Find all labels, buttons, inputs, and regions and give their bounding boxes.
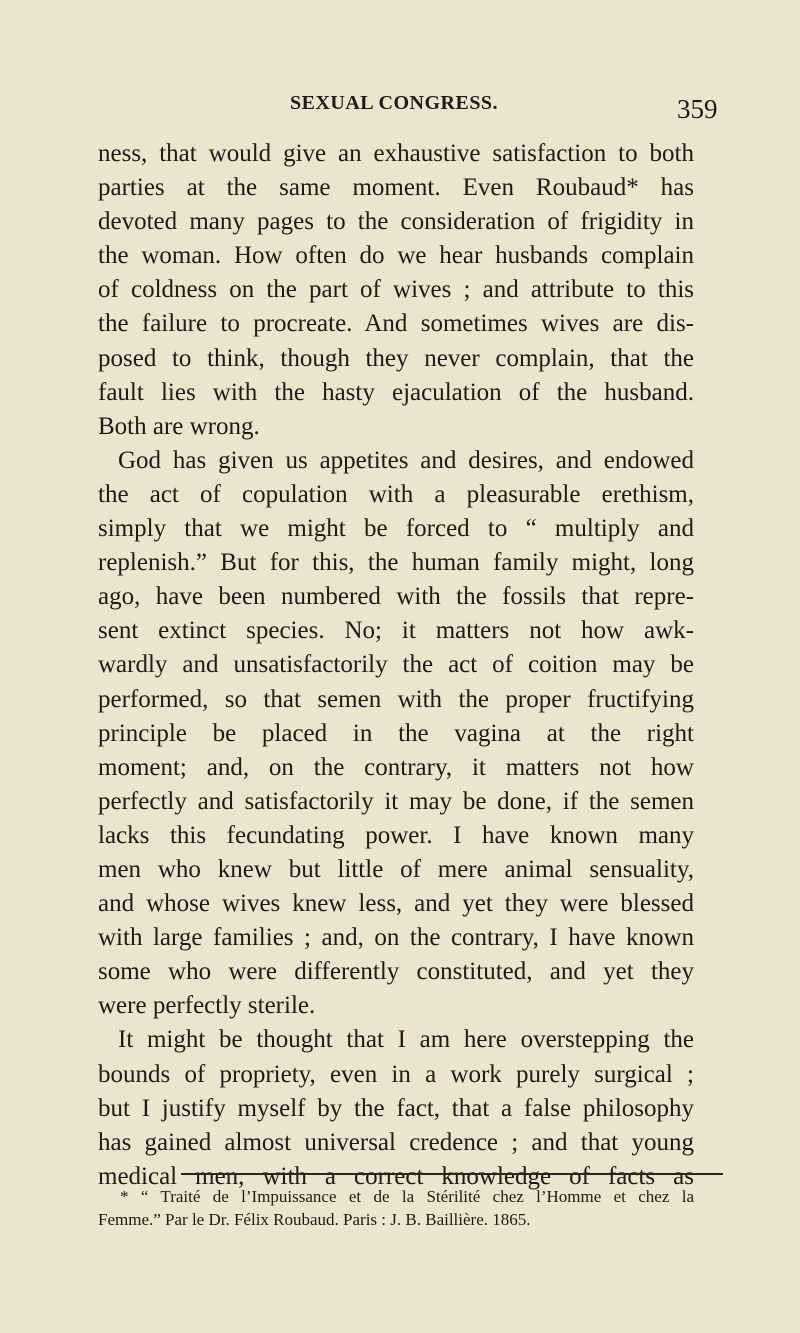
text-line: God has given us appetites and desires, and endowed xyxy=(118,446,694,474)
text-line: men who knew but little of mere animal sensuality, xyxy=(98,855,694,883)
text-line: replenish.” But for this, the human family might, long xyxy=(98,549,694,577)
body-text xyxy=(98,137,694,1194)
text-line: were perfectly sterile. xyxy=(98,992,316,1020)
footnote-divider xyxy=(181,1173,723,1175)
text-line: has gained almost universal credence ; and that young xyxy=(98,1128,694,1156)
text-line: devoted many pages to the consideration of frigidity in xyxy=(98,208,694,236)
text-line: parties at the same moment. Even Roubaud* has xyxy=(98,174,694,202)
text-line: the act of copulation with a pleasurable erethism, xyxy=(98,480,694,508)
text-line: ness, that would give an exhaustive satisfaction to both xyxy=(98,140,694,167)
running-head: SEXUAL CONGRESS. xyxy=(290,92,499,114)
text-line: fault lies with the hasty ejaculation of the husband. xyxy=(98,378,694,406)
text-line: principle be placed in the vagina at the right xyxy=(98,719,694,747)
text-line: of coldness on the part of wives ; and attribute to this xyxy=(98,276,694,304)
footnote-line: Femme.” Par le Dr. Félix Roubaud. Paris : J. B. Baillière. 1865. xyxy=(98,1210,531,1229)
text-line: lacks this fecundating power. I have known many xyxy=(98,821,694,849)
text-line: sent extinct species. No; it matters not how awk- xyxy=(98,617,694,645)
page-number: 359 xyxy=(677,94,718,124)
text-line: moment; and, on the contrary, it matters not how xyxy=(98,753,694,781)
text-line: but I justify myself by the fact, that a false philosophy xyxy=(98,1094,694,1122)
footnote-line: * “ Traité de l’Impuissance et de la Stérilité chez l’Homme et chez la xyxy=(120,1187,694,1206)
text-line: with large families ; and, on the contrary, I have known xyxy=(98,924,694,952)
text-line: posed to think, though they never complain, that the xyxy=(98,344,694,372)
text-line: medical men, with a correct knowledge of facts as xyxy=(98,1162,694,1190)
text-line: ago, have been numbered with the fossils that repre- xyxy=(98,583,694,611)
text-line: bounds of propriety, even in a work purely surgical ; xyxy=(98,1060,694,1088)
text-line: Both are wrong. xyxy=(98,412,260,440)
text-line: the failure to procreate. And sometimes wives are dis- xyxy=(98,310,694,338)
text-line: simply that we might be forced to “ multiply and xyxy=(98,515,694,543)
text-line: It might be thought that I am here overstepping the xyxy=(118,1026,694,1054)
text-line: performed, so that semen with the proper fructifying xyxy=(98,685,694,713)
footnote xyxy=(98,1185,694,1231)
text-line: the woman. How often do we hear husbands complain xyxy=(98,242,694,270)
text-line: some who were differently constituted, and yet they xyxy=(98,958,694,986)
text-line: perfectly and satisfactorily it may be done, if the semen xyxy=(98,787,694,815)
text-line: wardly and unsatisfactorily the act of coition may be xyxy=(98,651,694,679)
text-line: and whose wives knew less, and yet they were blessed xyxy=(98,890,694,918)
